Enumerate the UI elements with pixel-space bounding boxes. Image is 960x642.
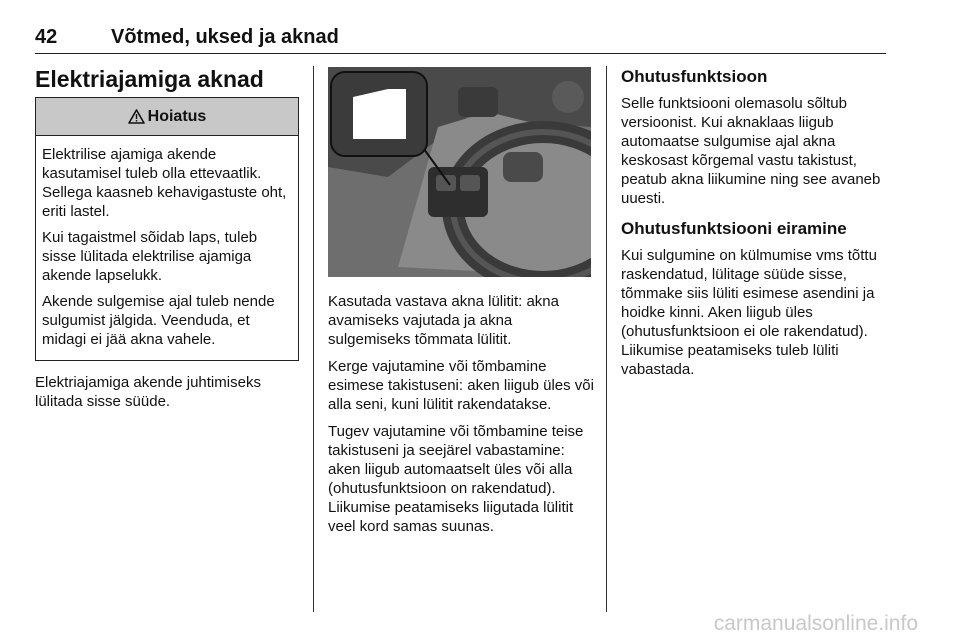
window-switch-icon [353, 89, 406, 139]
warning-body [36, 136, 298, 349]
subheading-safety-function: Ohutusfunktsioon [621, 67, 768, 86]
window-switch-figure [328, 67, 591, 277]
warning-triangle-icon [128, 109, 145, 124]
page-header [35, 26, 886, 52]
subheading-override: Ohutusfunktsiooni eiramine [621, 219, 847, 238]
page-number: 42 [35, 26, 58, 48]
warning-header [36, 98, 298, 136]
warning-paragraph: Elektrilise ajamiga akende kasutamisel tuleb olla ettevaatlik. Sellega kaasneb kehavigastuste oht, eriti lastel. [42, 146, 287, 220]
right-column-text [621, 66, 883, 387]
middle-column-text [328, 292, 596, 544]
left-column-text [35, 373, 297, 419]
section-title: Elektriajamiga aknad [35, 66, 264, 92]
body-paragraph: Tugev vajutamine või tõmbamine teise takistuseni ja seejärel vabastamine: aken liigub automaatselt üles või alla (ohutusfunktsioon on rakendatud). Liikumise peatamiseks liigutada lülitit veel kord samas suunas. [328, 423, 584, 535]
body-paragraph: Selle funktsiooni olemasolu sõltub versioonist. Kui aknaklaas liigub automaatse sulgumise ajal akna keskosast kõrgemal vastu takistust, peatub akna liikumine ning see avaneb uuesti. [621, 95, 881, 207]
column-divider-1 [313, 66, 314, 612]
warning-title: Hoiatus [147, 107, 207, 125]
window-switch-illustration [328, 67, 591, 277]
body-paragraph: Kui sulgumine on külmumise vms tõttu raskendatud, lülitage süüde sisse, tõmmake siis lüliti esimese asendini ja hoidke kinni. Aken liigub üles (ohutusfunktsioon ei ole rakendatud). Liikumise peatamiseks tuleb lüliti vabastada. [621, 247, 877, 378]
warning-paragraph: Akende sulgemise ajal tuleb nende sulgumist jälgida. Veenduda, et midagi ei jää akna vahele. [42, 293, 275, 348]
chapter-title: Võtmed, uksed ja aknad [111, 26, 339, 48]
warning-box [35, 97, 299, 361]
column-divider-2 [606, 66, 607, 612]
body-paragraph: Kerge vajutamine või tõmbamine esimese takistuseni: aken liigub üles või alla seni, kuni lülitit rakendatakse. [328, 358, 594, 413]
watermark: carmanualsonline.info [713, 612, 918, 635]
warning-paragraph: Kui tagaistmel sõidab laps, tuleb sisse lülitada elektrilise ajamiga akende lapselukk. [42, 229, 258, 284]
body-paragraph: Kasutada vastava akna lülitit: akna avamiseks vajutada ja akna sulgemiseks tõmmata lülitit. [328, 293, 559, 348]
body-paragraph: Elektriajamiga akende juhtimiseks lülitada sisse süüde. [35, 374, 261, 410]
header-divider [35, 53, 886, 54]
